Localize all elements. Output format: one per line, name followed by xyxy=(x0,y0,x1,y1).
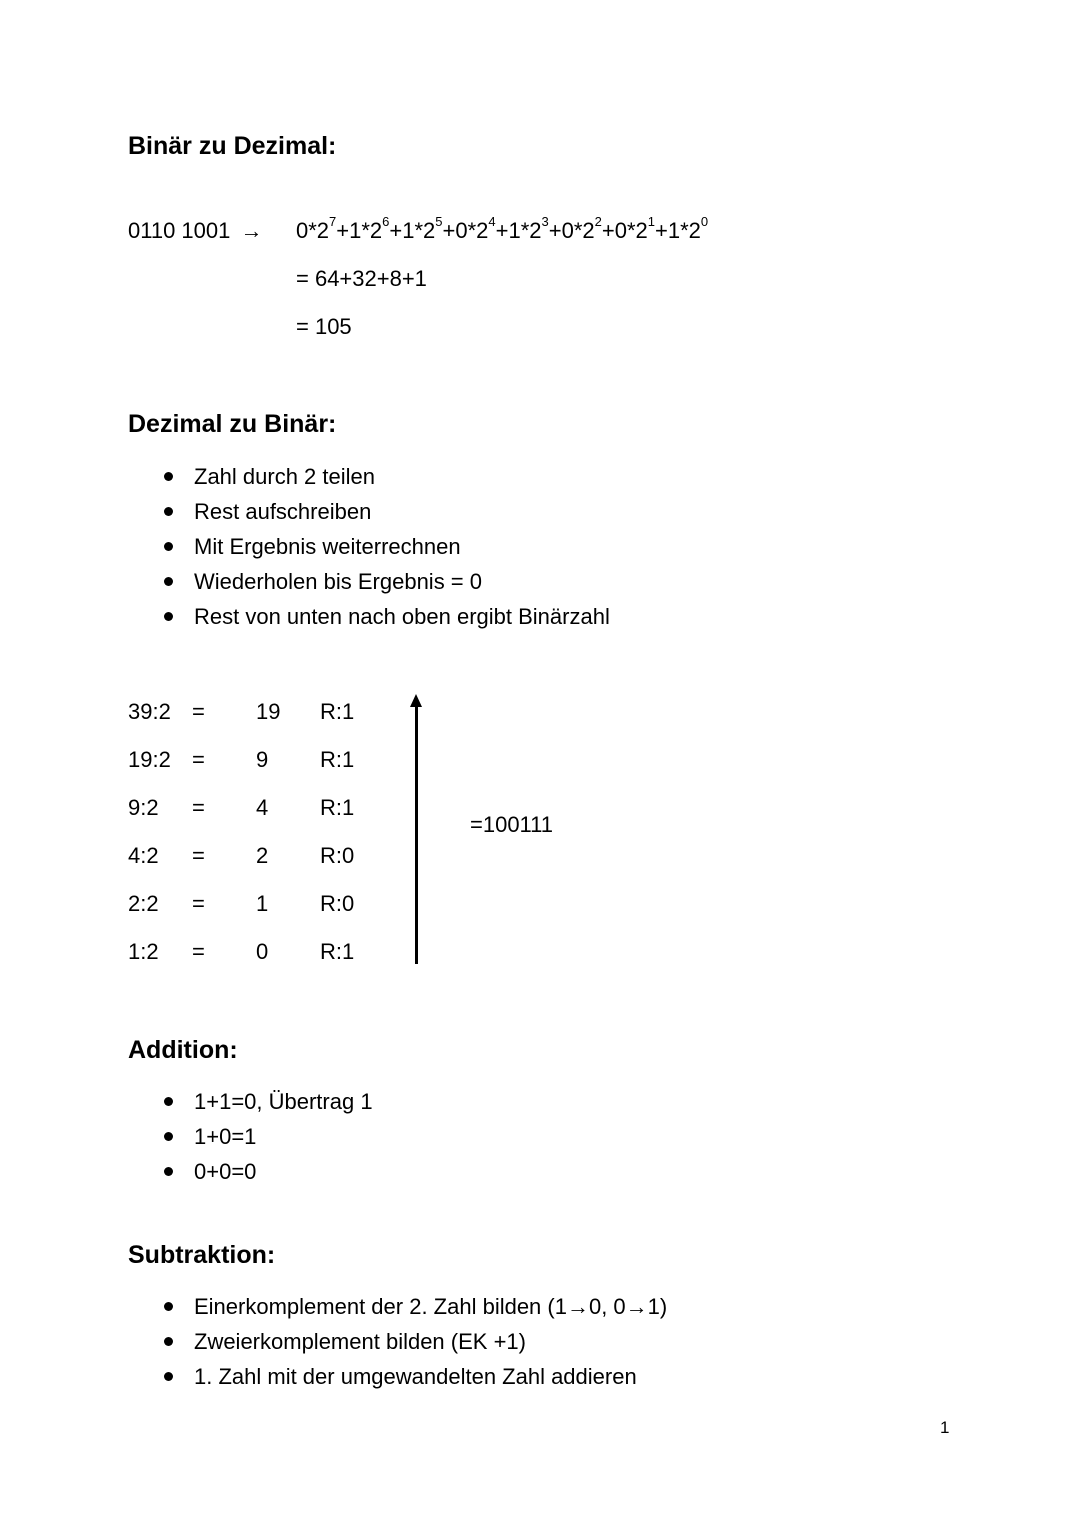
binary-result: =100111 xyxy=(470,812,553,837)
division-row: 1:2 = 0 R:1 xyxy=(128,939,355,964)
term-5: $+0*2^2$ xyxy=(548,214,602,243)
binary-input xyxy=(128,218,263,244)
division-row: 2:2 = 1 R:0 xyxy=(128,891,355,916)
addition-rules xyxy=(160,1084,373,1189)
term-6: $+0*2^1$ xyxy=(601,214,656,243)
binary-value: 0110 1001 xyxy=(128,218,231,243)
term-4: $+1*2^3$ xyxy=(495,214,549,243)
list-item: Einerkomplement der 2. Zahl bilden (1→0, 0→1) xyxy=(160,1289,667,1324)
list-item: Rest aufschreiben xyxy=(160,494,610,529)
subtraction-steps xyxy=(160,1289,667,1394)
heading-subtraction: Subtraktion: xyxy=(128,1241,276,1269)
result-line: = 105 xyxy=(296,314,352,339)
list-item: 1+0=1 xyxy=(160,1119,373,1154)
division-row: 4:2 = 2 R:0 xyxy=(128,843,355,868)
list-item: 0+0=0 xyxy=(160,1154,373,1189)
up-arrow-line xyxy=(415,705,418,964)
list-item: Wiederholen bis Ergebnis = 0 xyxy=(160,564,610,599)
term-1: $+1*2^6$ xyxy=(336,214,390,243)
list-item: Zweierkomplement bilden (EK +1) xyxy=(160,1324,667,1359)
term-3: $+0*2^4$ xyxy=(442,214,496,243)
division-row: 39:2 = 19 R:1 xyxy=(128,699,355,724)
decimal-to-binary-steps xyxy=(160,459,610,634)
power-expansion xyxy=(296,214,709,244)
heading-binary-to-decimal: Binär zu Dezimal: xyxy=(128,132,337,160)
term-7: $+1*2^0$ xyxy=(655,214,709,243)
list-item: Zahl durch 2 teilen xyxy=(160,459,610,494)
sum-line: = 64+32+8+1 xyxy=(296,266,427,291)
term-0: $0*2^7$ xyxy=(296,214,337,243)
heading-addition: Addition: xyxy=(128,1036,238,1064)
term-2: $+1*2^5$ xyxy=(389,214,443,243)
page-number: 1 xyxy=(940,1418,950,1437)
division-row: 9:2 = 4 R:1 xyxy=(128,795,355,820)
list-item: 1+1=0, Übertrag 1 xyxy=(160,1084,373,1119)
list-item: Mit Ergebnis weiterrechnen xyxy=(160,529,610,564)
list-item: Rest von unten nach oben ergibt Binärzahl xyxy=(160,599,610,634)
right-arrow-icon: → xyxy=(240,218,263,243)
division-row: 19:2 = 9 R:1 xyxy=(128,747,355,772)
list-item: 1. Zahl mit der umgewandelten Zahl addieren xyxy=(160,1359,667,1394)
heading-decimal-to-binary: Dezimal zu Binär: xyxy=(128,410,337,438)
